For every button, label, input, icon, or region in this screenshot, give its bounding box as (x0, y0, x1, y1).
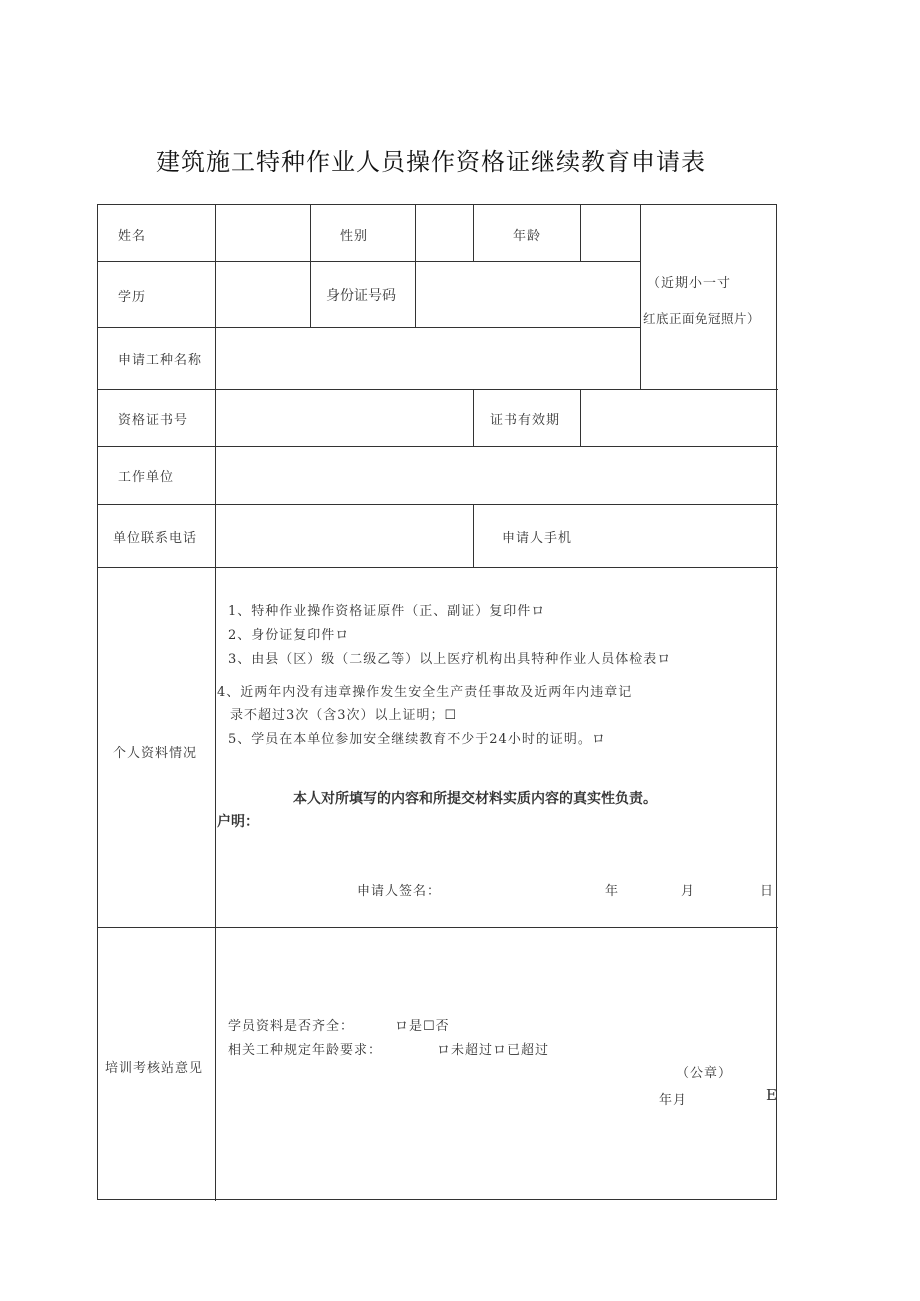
checklist-item-4-cont[interactable]: 录不超过3次（含3次）以上证明；☐ (230, 708, 458, 723)
signature-field[interactable] (445, 874, 595, 900)
declaration-tail: 户明： (217, 814, 259, 830)
age-requirement-label: 相关工种规定年龄要求： (228, 1043, 383, 1058)
declaration-text: 本人对所填写的内容和所提交材料实质内容的真实性负责。 (293, 791, 657, 807)
personal-section-label: 个人资料情况 (113, 746, 198, 761)
mobile-label: 申请人手机 (502, 531, 573, 546)
row-divider (98, 927, 778, 928)
education-label: 学历 (118, 290, 147, 305)
review-date-label: 年月 (659, 1093, 688, 1108)
column-divider (473, 389, 474, 446)
cert-number-input-cell[interactable] (216, 390, 473, 446)
review-day-mark: E (766, 1086, 778, 1104)
checklist-item-5[interactable]: 5、学员在本单位参加安全继续教育不少于24小时的证明。ロ (228, 732, 606, 747)
column-divider (473, 205, 474, 261)
checklist-item-3[interactable]: 3、由县（区）级（二级乙等）以上医疗机构出具特种作业人员体检表ロ (228, 652, 672, 667)
applicant-signature-label: 申请人签名： (357, 884, 442, 899)
photo-note-line1: （近期小一寸 (647, 276, 732, 291)
photo-note-line2: 红底正面免冠照片） (643, 311, 761, 326)
id-number-label: 身份证号码 (326, 288, 396, 304)
checklist-item-1[interactable]: 1、特种作业操作资格证原件（正、副证）复印件ロ (228, 604, 546, 619)
checklist-item-4: 4、近两年内没有违章操作发生安全生产责任事故及近两年内违章记 (217, 685, 633, 700)
age-requirement-checkboxes[interactable]: ロ未超过ロ已超过 (437, 1043, 550, 1058)
name-input-cell[interactable] (216, 205, 310, 261)
gender-label: 性别 (340, 229, 369, 244)
cert-validity-input-cell[interactable] (581, 390, 777, 446)
date-day-label: 日 (760, 884, 775, 899)
date-year-label: 年 (605, 884, 620, 899)
page-title: 建筑施工特种作业人员操作资格证继续教育申请表 (156, 148, 706, 176)
id-number-input-cell[interactable] (416, 262, 640, 327)
cert-number-label: 资格证书号 (118, 413, 189, 428)
employer-input-cell[interactable] (216, 447, 777, 504)
column-divider (310, 205, 311, 327)
materials-complete-checkboxes[interactable]: ロ是☐否 (395, 1019, 450, 1034)
cert-validity-label: 证书有效期 (490, 413, 561, 428)
employer-label: 工作单位 (118, 470, 175, 485)
job-type-input-cell[interactable] (216, 328, 640, 389)
age-label: 年龄 (513, 229, 542, 244)
education-input-cell[interactable] (216, 262, 310, 327)
date-month-label: 月 (681, 884, 696, 899)
review-section-label: 培训考核站意见 (105, 1061, 204, 1076)
unit-phone-input-cell[interactable] (216, 505, 473, 567)
materials-complete-label: 学员资料是否齐全： (228, 1019, 355, 1034)
official-seal-label: （公章） (676, 1066, 733, 1081)
gender-input-cell[interactable] (416, 205, 473, 261)
job-type-label: 申请工种名称 (118, 353, 203, 368)
age-input-cell[interactable] (581, 205, 640, 261)
photo-area[interactable] (641, 205, 778, 389)
name-label: 姓名 (118, 229, 147, 244)
checklist-item-2[interactable]: 2、身份证复印件ロ (228, 628, 350, 643)
row-divider (98, 567, 778, 568)
unit-phone-label: 单位联系电话 (113, 531, 198, 546)
